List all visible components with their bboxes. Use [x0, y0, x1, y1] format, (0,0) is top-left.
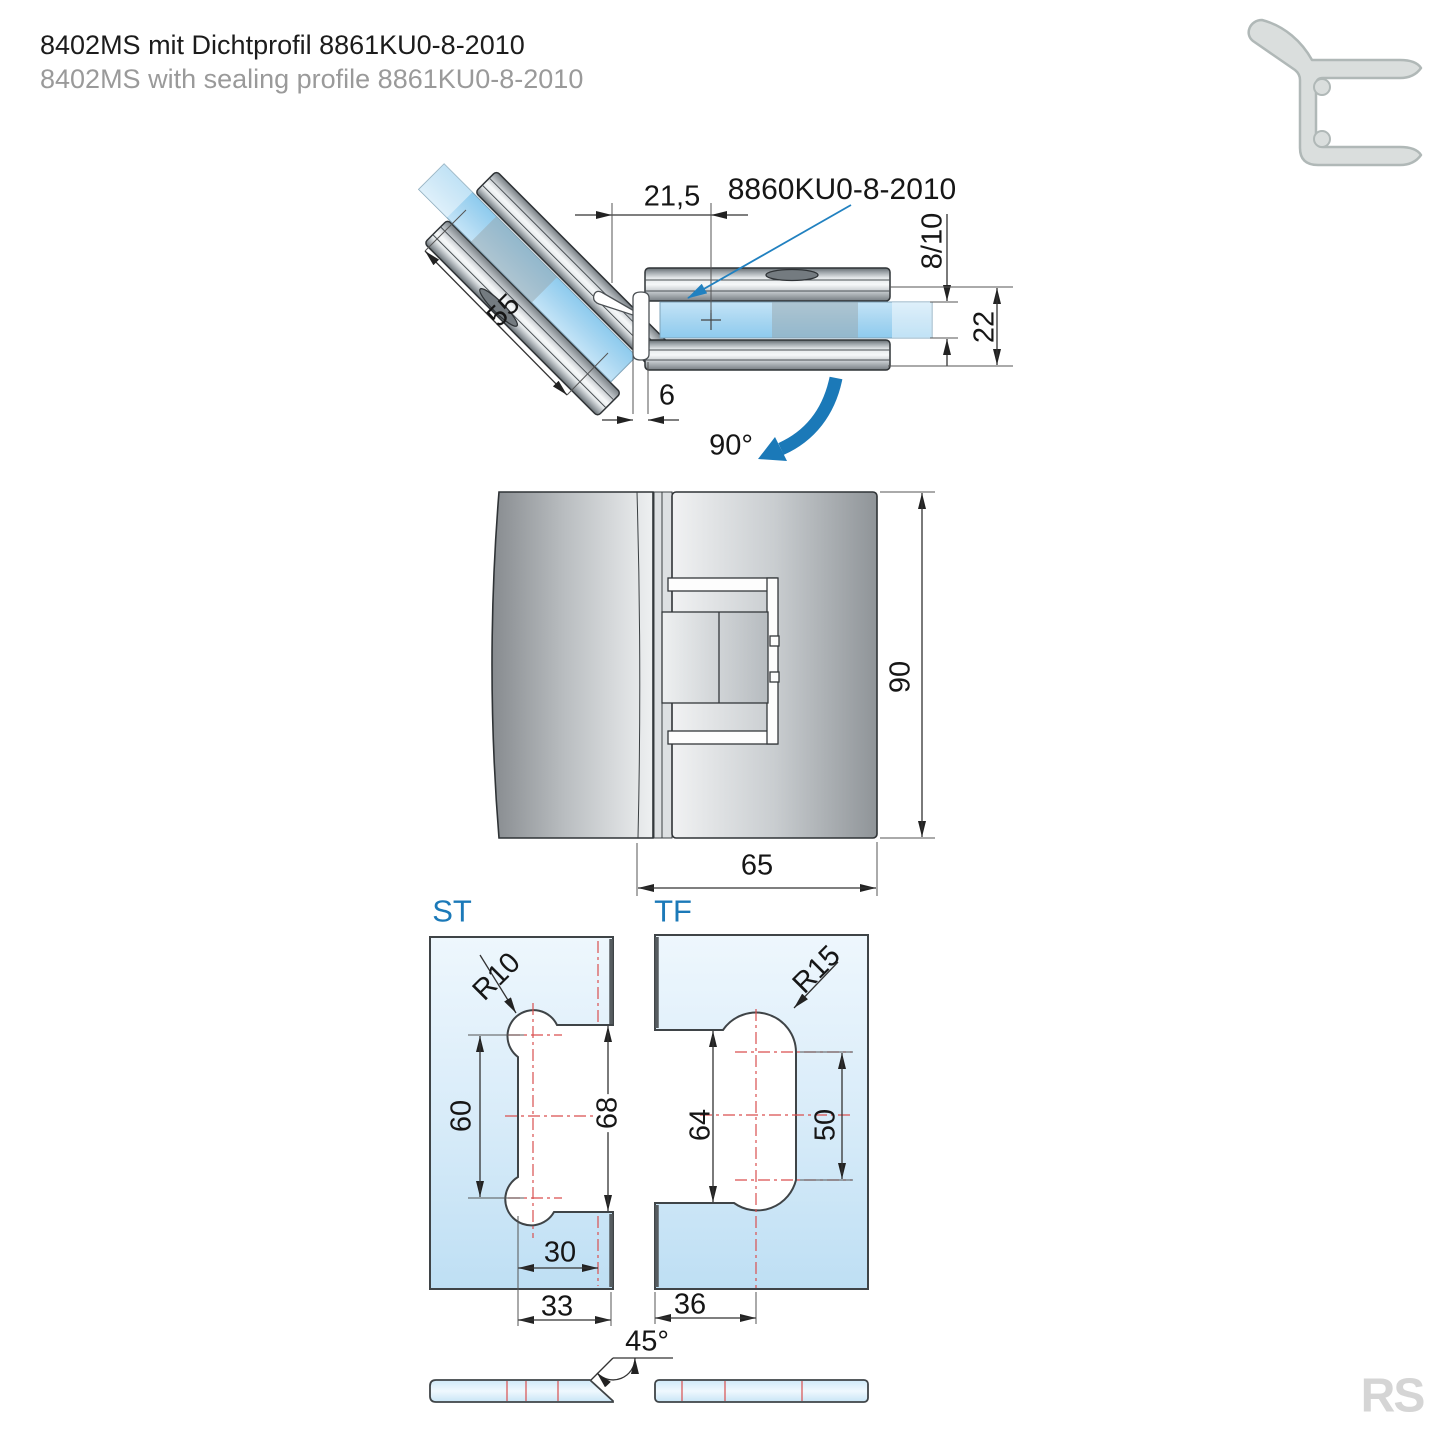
page-title-german: 8402MS mit Dichtprofil 8861KU0-8-2010	[40, 30, 525, 60]
dim-label-50: 50	[809, 1108, 842, 1142]
dim-label-65: 65	[740, 849, 774, 882]
dim-label-68: 68	[594, 1094, 623, 1132]
dim-label-55: 55	[480, 287, 527, 334]
dim-label-21-5: 21,5	[643, 180, 701, 213]
dim-label-8-10: 8/10	[916, 212, 949, 270]
dim-label-64: 64	[684, 1108, 717, 1142]
dim-label-r10: R10	[466, 946, 527, 1007]
dim-label-30: 30	[543, 1236, 577, 1269]
rs-logo-watermark: RS	[1360, 1369, 1424, 1423]
seal-part-number-label: 8860KU0-8-2010	[727, 173, 957, 206]
page-title-english: 8402MS with sealing profile 8861KU0-8-2010	[40, 64, 584, 94]
dim-label-22: 22	[968, 310, 1001, 344]
dim-label-45deg: 45°	[625, 1325, 669, 1358]
st-label: ST	[432, 893, 472, 929]
rotation-angle-label: 90°	[709, 429, 753, 462]
dim-label-33: 33	[540, 1290, 574, 1323]
dim-label-90: 90	[884, 660, 917, 694]
dim-label-r15: R15	[786, 939, 847, 1000]
tf-label: TF	[654, 893, 692, 929]
dim-label-6: 6	[658, 379, 676, 412]
dim-label-60: 60	[445, 1099, 478, 1133]
dim-label-36: 36	[673, 1288, 707, 1321]
